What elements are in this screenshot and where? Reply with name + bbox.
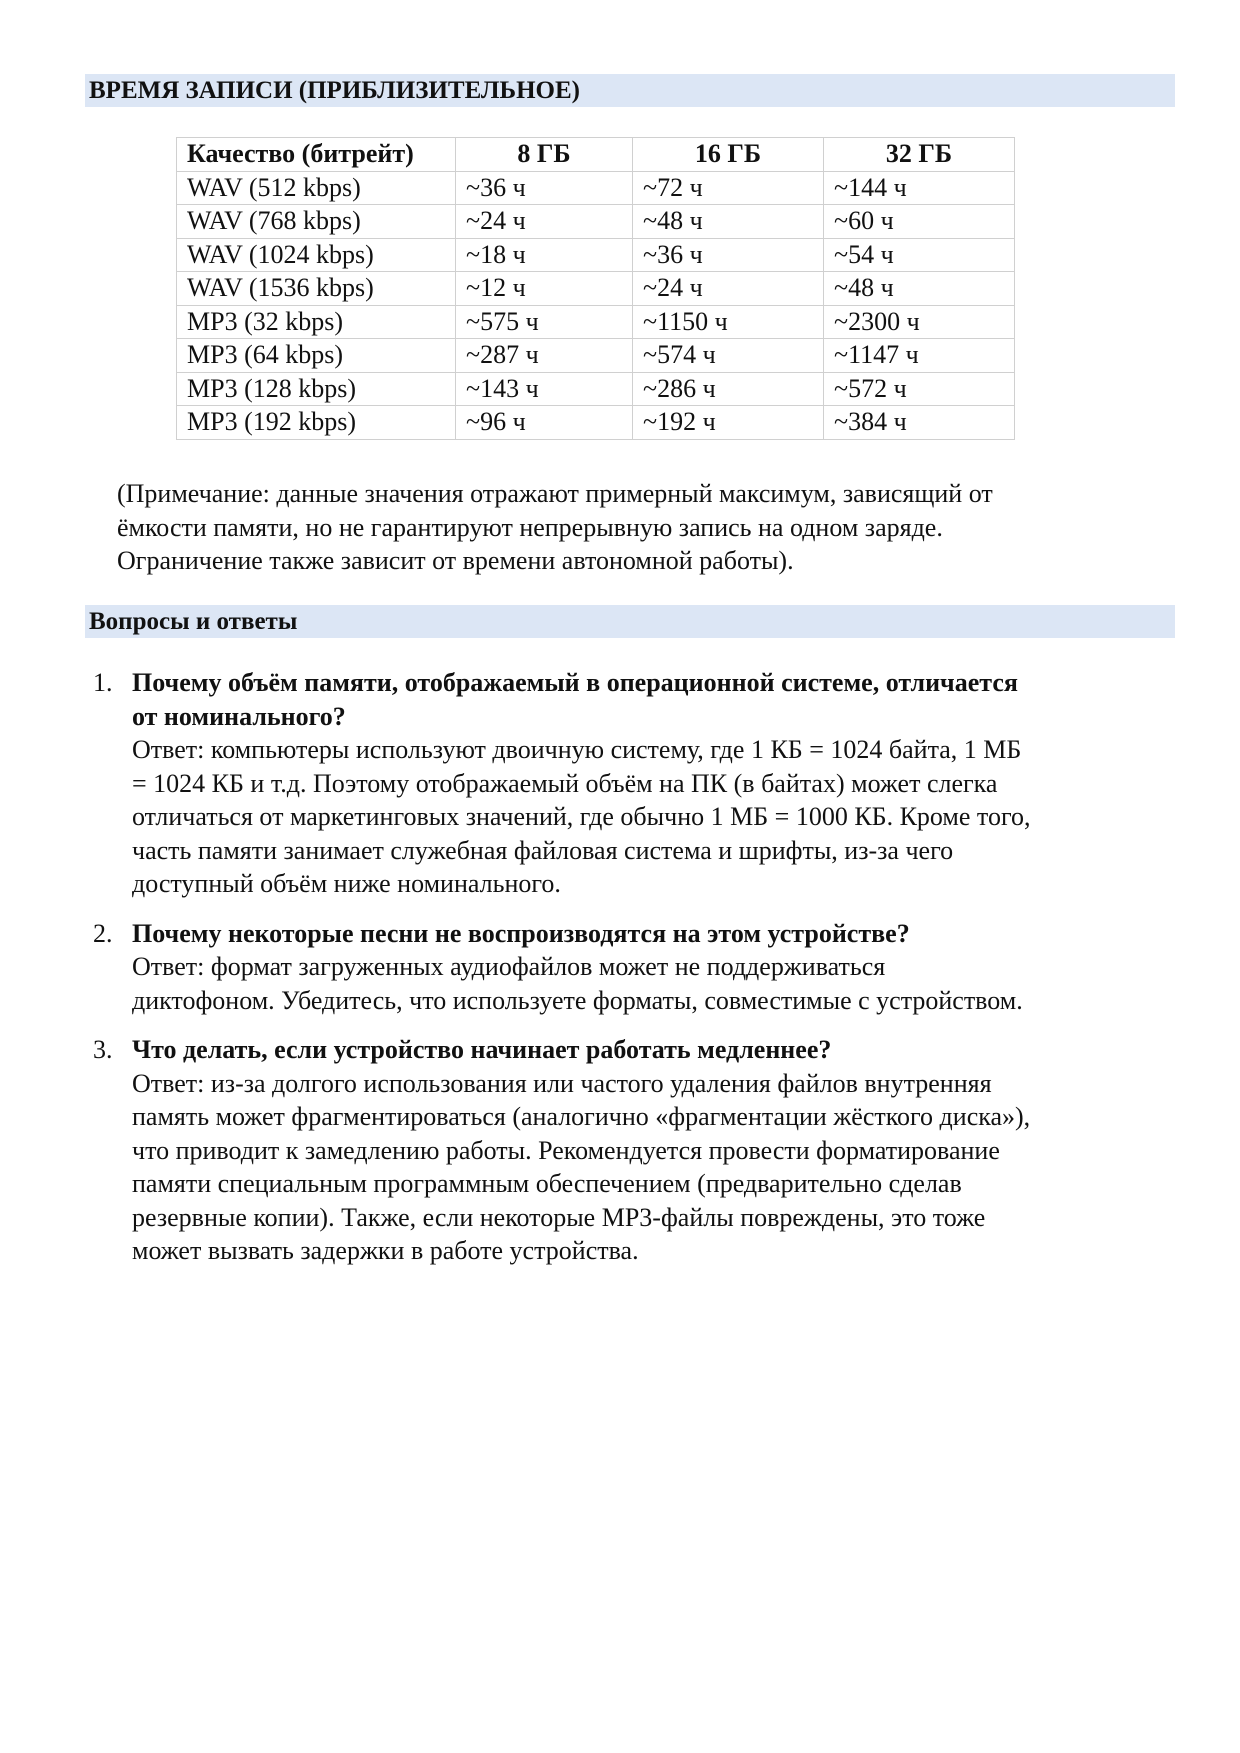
faq-question-line: от номинального?	[132, 701, 346, 731]
faq-answer-line: часть памяти занимает служебная файловая система и шрифты, из-за чего	[132, 835, 954, 865]
duration-cell: ~18 ч	[456, 238, 633, 272]
quality-cell: MP3 (128 kbps)	[177, 372, 456, 406]
table-body	[177, 171, 1015, 439]
table-header-cell: 8 ГБ	[456, 138, 633, 172]
duration-cell: ~24 ч	[456, 205, 633, 239]
faq-answer-line: памяти специальным программным обеспечением (предварительно сделав	[132, 1169, 962, 1198]
duration-cell: ~192 ч	[633, 406, 824, 440]
faq-answer-line: Ответ: компьютеры используют двоичную систему, где 1 КБ = 1024 байта, 1 МБ	[132, 735, 1022, 764]
faq-answer-line: что приводит к замедлению работы. Рекомендуется провести форматирование	[132, 1135, 1000, 1165]
faq-item-number: 2.	[93, 918, 113, 948]
table-header-cell: Качество (битрейт)	[177, 138, 456, 172]
duration-cell: ~36 ч	[456, 171, 633, 205]
table-row	[177, 171, 1015, 205]
faq-answer-line: резервные копии). Также, если некоторые MP3-файлы повреждены, это тоже	[132, 1202, 986, 1232]
table-header-cell: 16 ГБ	[633, 138, 824, 172]
table-header-row	[177, 138, 1015, 172]
table-row	[177, 238, 1015, 272]
faq-question-line: Почему некоторые песни не воспроизводятся на этом устройстве?	[132, 918, 910, 948]
faq-answer-line: = 1024 КБ и т.д. Поэтому отображаемый объём на ПК (в байтах) может слегка	[132, 768, 998, 798]
faq-answer-line: диктофоном. Убедитесь, что используете форматы, совместимые с устройством.	[132, 985, 1023, 1015]
faq-item-number: 1.	[93, 668, 113, 697]
faq-answer-line: Ответ: формат загруженных аудиофайлов может не поддерживаться	[132, 952, 886, 981]
duration-cell: ~1150 ч	[633, 305, 824, 339]
table-note	[117, 477, 1157, 578]
duration-cell: ~60 ч	[824, 205, 1015, 239]
table-row	[177, 406, 1015, 440]
quality-cell: MP3 (32 kbps)	[177, 305, 456, 339]
duration-cell: ~24 ч	[633, 272, 824, 306]
duration-cell: ~287 ч	[456, 339, 633, 373]
faq-item	[0, 917, 1142, 1018]
faq-list	[0, 666, 1240, 1284]
table-row	[177, 305, 1015, 339]
faq-question-line: Что делать, если устройство начинает работать медленнее?	[132, 1035, 832, 1064]
duration-cell: ~36 ч	[633, 238, 824, 272]
duration-cell: ~72 ч	[633, 171, 824, 205]
quality-cell: WAV (1536 kbps)	[177, 272, 456, 306]
duration-cell: ~572 ч	[824, 372, 1015, 406]
faq-item	[0, 666, 1142, 901]
note-line: ёмкости памяти, но не гарантируют непрерывную запись на одном заряде.	[117, 512, 943, 542]
duration-cell: ~144 ч	[824, 171, 1015, 205]
faq-answer-line: отличаться от маркетинговых значений, где обычно 1 МБ = 1000 КБ. Кроме того,	[132, 802, 1031, 831]
table-row	[177, 205, 1015, 239]
faq-question-line: Почему объём памяти, отображаемый в операционной системе, отличается	[132, 668, 1018, 697]
duration-cell: ~54 ч	[824, 238, 1015, 272]
quality-cell: WAV (1024 kbps)	[177, 238, 456, 272]
faq-item	[0, 1033, 1142, 1268]
duration-cell: ~286 ч	[633, 372, 824, 406]
duration-cell: ~48 ч	[824, 272, 1015, 306]
duration-cell: ~12 ч	[456, 272, 633, 306]
faq-answer-line: Ответ: из-за долгого использования или частого удаления файлов внутренняя	[132, 1068, 992, 1098]
table-row	[177, 339, 1015, 373]
quality-cell: MP3 (64 kbps)	[177, 339, 456, 373]
note-line: Ограничение также зависит от времени автономной работы).	[117, 546, 794, 575]
table-row	[177, 272, 1015, 306]
faq-heading: Вопросы и ответы	[85, 605, 1175, 638]
faq-item-number: 3.	[93, 1035, 113, 1064]
duration-cell: ~2300 ч	[824, 305, 1015, 339]
duration-cell: ~96 ч	[456, 406, 633, 440]
duration-cell: ~575 ч	[456, 305, 633, 339]
faq-answer-line: доступный объём ниже номинального.	[132, 869, 561, 898]
quality-cell: MP3 (192 kbps)	[177, 406, 456, 440]
table-header-cell: 32 ГБ	[824, 138, 1015, 172]
recording-time-table	[176, 137, 1015, 440]
quality-cell: WAV (512 kbps)	[177, 171, 456, 205]
faq-answer-line: память может фрагментироваться (аналогично «фрагментации жёсткого диска»),	[132, 1102, 1031, 1131]
table-row	[177, 372, 1015, 406]
duration-cell: ~1147 ч	[824, 339, 1015, 373]
recording-time-heading: ВРЕМЯ ЗАПИСИ (ПРИБЛИЗИТЕЛЬНОЕ)	[85, 74, 1175, 107]
duration-cell: ~574 ч	[633, 339, 824, 373]
duration-cell: ~143 ч	[456, 372, 633, 406]
duration-cell: ~48 ч	[633, 205, 824, 239]
faq-answer-line: может вызвать задержки в работе устройства.	[132, 1236, 639, 1265]
quality-cell: WAV (768 kbps)	[177, 205, 456, 239]
note-line: (Примечание: данные значения отражают примерный максимум, зависящий от	[117, 479, 993, 508]
duration-cell: ~384 ч	[824, 406, 1015, 440]
